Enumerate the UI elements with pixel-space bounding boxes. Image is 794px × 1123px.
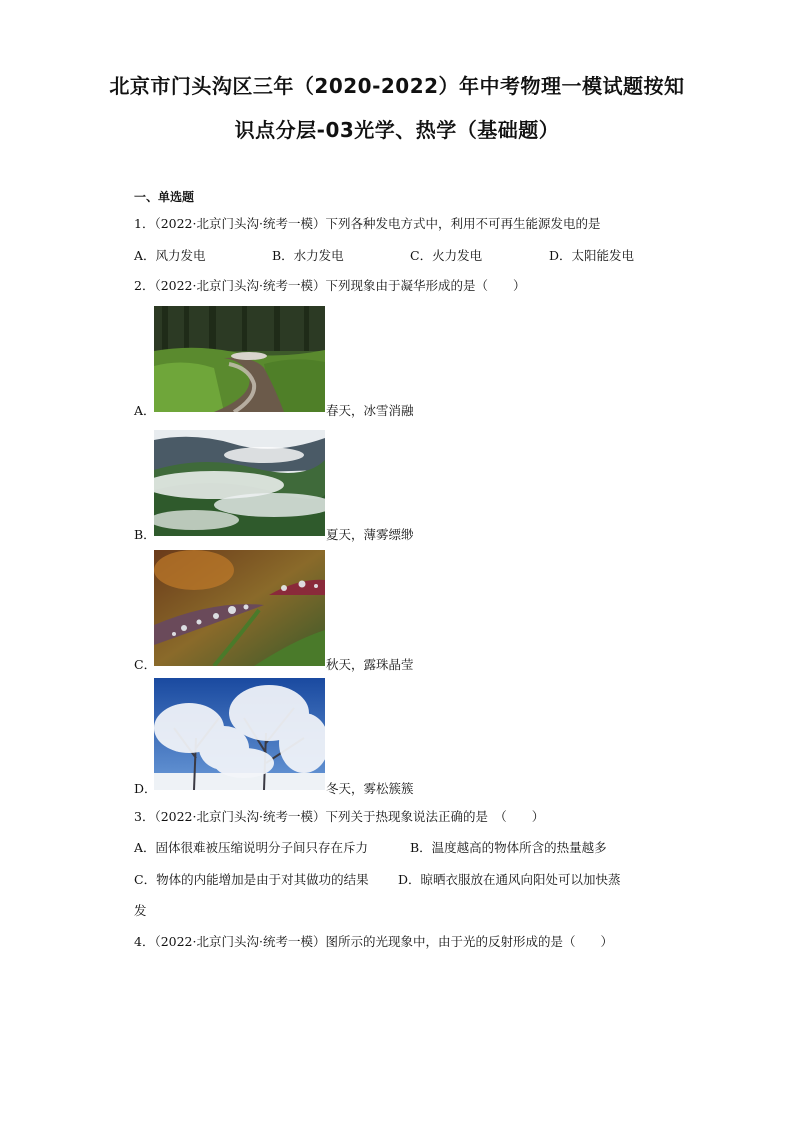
q3-option-a: A．固体很难被压缩说明分子间只存在斥力 <box>134 840 369 855</box>
question-2-stem: 2．（2022·北京门头沟·统考一模）下列现象由于凝华形成的是（ ） <box>134 278 526 293</box>
q2-option-d-letter: D． <box>134 781 157 796</box>
autumn-dew-photo <box>154 550 325 666</box>
question-3-stem: 3．（2022·北京门头沟·统考一模）下列关于热现象说法正确的是 （ ） <box>134 809 545 824</box>
page-title-line1: 北京市门头沟区三年（2020-2022）年中考物理一模试题按知 <box>109 74 685 98</box>
q1-option-a: A．风力发电 <box>134 248 206 263</box>
question-1-stem: 1．（2022·北京门头沟·统考一模）下列各种发电方式中，利用不可再生能源发电的是 <box>134 216 601 231</box>
question-4-stem: 4．（2022·北京门头沟·统考一模）图所示的光现象中，由于光的反射形成的是（ ） <box>134 934 613 949</box>
q1-option-b: B．水力发电 <box>272 248 344 263</box>
q2-option-d-caption: 冬天，雾松簇簇 <box>326 781 414 796</box>
q3-option-d: D．晾晒衣服放在通风向阳处可以加快蒸 <box>398 872 621 887</box>
q2-option-c-letter: C． <box>134 657 157 672</box>
q2-option-a-letter: A． <box>134 403 156 418</box>
q2-option-c-caption: 秋天，露珠晶莹 <box>326 657 414 672</box>
q2-option-b-caption: 夏天，薄雾缥缈 <box>326 527 414 542</box>
q1-option-d: D．太阳能发电 <box>549 248 635 263</box>
q3-option-b: B．温度越高的物体所含的热量越多 <box>410 840 607 855</box>
section-heading: 一、单选题 <box>134 190 195 204</box>
q2-option-b-letter: B． <box>134 527 156 542</box>
spring-stream-photo <box>154 306 325 412</box>
q3-option-d-continued: 发 <box>134 903 147 918</box>
page-title-line2: 识点分层-03光学、热学（基础题） <box>234 118 560 142</box>
q2-option-a-caption: 春天，冰雪消融 <box>326 403 414 418</box>
summer-mist-photo <box>154 430 325 536</box>
q3-option-c: C．物体的内能增加是由于对其做功的结果 <box>134 872 369 887</box>
winter-rime-photo <box>154 678 325 790</box>
q1-option-c: C．火力发电 <box>410 248 483 263</box>
